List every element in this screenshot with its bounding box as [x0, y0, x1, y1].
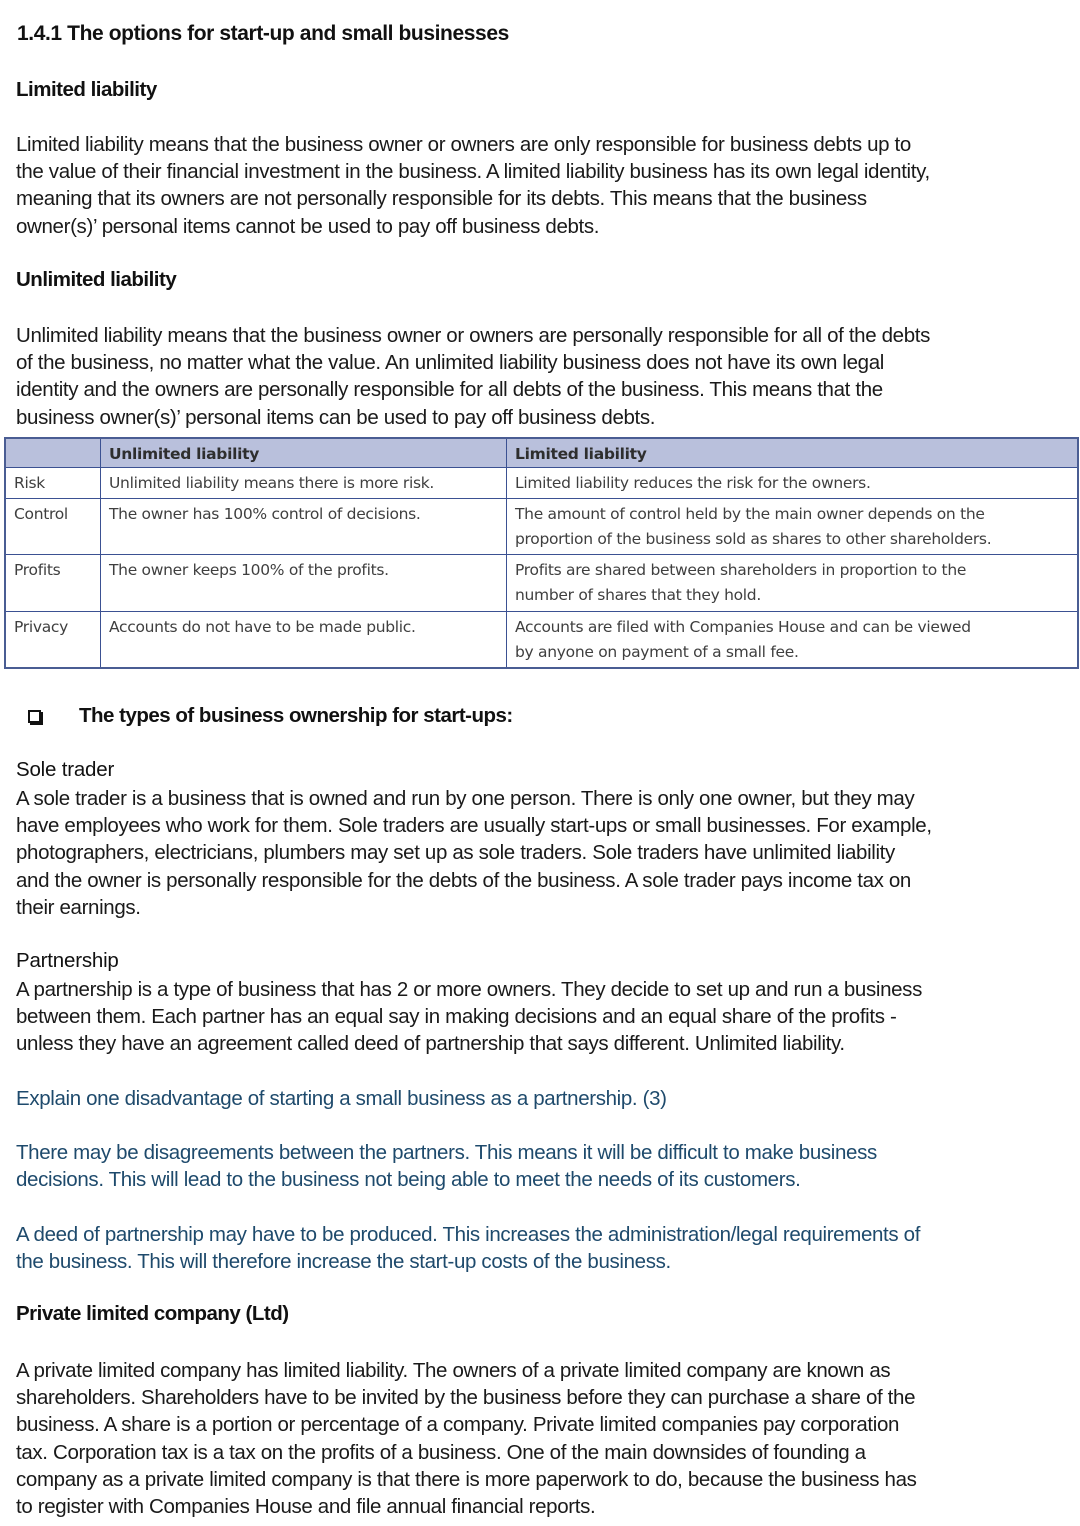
text-line: and the owner is personally responsible for the debts of the business. A sole trader pays income tax on — [16, 868, 911, 892]
table-row — [5, 468, 1078, 499]
cell-line: Limited liability reduces the risk for the owners. — [515, 474, 871, 492]
text-line: unless they have an agreement called deed of partnership that says different. Unlimited liability. — [16, 1032, 845, 1056]
text-line: to register with Companies House and file annual financial reports. — [16, 1495, 596, 1519]
text-line: photographers, electricians, plumbers may set up as sole traders. Sole traders have unlimited liability — [16, 841, 895, 865]
table-cell: The owner has 100% control of decisions. — [101, 499, 507, 555]
text-line: A sole trader is a business that is owned and run by one person. There is only one owner, but they may — [16, 787, 915, 810]
cell-line: proportion of the business sold as shares to other shareholders. — [515, 530, 992, 548]
heading-unlimited-liability: Unlimited liability — [16, 268, 177, 291]
heading-private-limited-company: Private limited company (Ltd) — [16, 1302, 289, 1325]
text-line: shareholders. Shareholders have to be invited by the business before they can purchase a share of the — [16, 1386, 916, 1410]
paragraph-sole-trader — [16, 785, 1076, 921]
text-line: Unlimited liability means that the business owner or owners are personally responsible for all of the debts — [16, 324, 931, 347]
row-label: Risk — [5, 468, 101, 499]
liability-comparison-table — [4, 437, 1079, 669]
heading-partnership: Partnership — [16, 949, 119, 972]
text-line: A partnership is a type of business that has 2 or more owners. They decide to set up and run a business — [16, 978, 922, 1001]
text-line: company as a private limited company is that there is more paperwork to do, because the business has — [16, 1467, 917, 1491]
paragraph-unlimited-liability — [16, 322, 1076, 431]
table-row — [5, 555, 1078, 612]
table-cell: Unlimited liability means there is more risk. — [101, 468, 507, 499]
paragraph-partnership — [16, 976, 1076, 1058]
table-header-cell: Limited liability — [507, 438, 1079, 468]
heading-sole-trader: Sole trader — [16, 758, 115, 781]
text-line: the value of their financial investment in the business. A limited liability business has its own legal identity, — [16, 160, 930, 184]
checkbox-icon — [28, 710, 41, 723]
text-line: of the business, no matter what the value. An unlimited liability business does not have its own legal — [16, 351, 884, 375]
text-line: the business. This will therefore increase the start-up costs of the business. — [16, 1250, 671, 1274]
cell-line: Accounts are filed with Companies House and can be viewed — [515, 618, 971, 636]
table-row — [5, 499, 1078, 555]
heading-limited-liability: Limited liability — [16, 78, 157, 101]
row-label: Privacy — [5, 612, 101, 669]
table-header-cell: Unlimited liability — [101, 438, 507, 468]
table-cell — [507, 499, 1079, 555]
text-line: have employees who work for them. Sole traders are usually start-ups or small businesses. For example, — [16, 814, 932, 838]
text-line: decisions. This will lead to the business not being able to meet the needs of its customers. — [16, 1168, 801, 1192]
exam-answer-1 — [16, 1139, 1076, 1193]
table-cell — [507, 555, 1079, 612]
text-line: meaning that its owners are not personally responsible for its debts. This means that the business — [16, 187, 867, 211]
text-line: There may be disagreements between the partners. This means it will be difficult to make business — [16, 1141, 877, 1164]
cell-line: Profits are shared between shareholders in proportion to the — [515, 561, 967, 579]
text-line: Limited liability means that the business owner or owners are only responsible for business debts up to — [16, 133, 911, 156]
table-cell: Accounts do not have to be made public. — [101, 612, 507, 669]
row-label: Profits — [5, 555, 101, 612]
exam-answer-2 — [16, 1221, 1076, 1275]
exam-question — [16, 1085, 1076, 1112]
text-line: A deed of partnership may have to be produced. This increases the administration/legal requirements of — [16, 1223, 921, 1246]
question-text: Explain one disadvantage of starting a small business as a partnership. (3) — [16, 1087, 667, 1110]
table-header-cell — [5, 438, 101, 468]
table-cell: The owner keeps 100% of the profits. — [101, 555, 507, 612]
text-line: between them. Each partner has an equal say in making decisions and an equal share of the profits - — [16, 1005, 897, 1029]
text-line: identity and the owners are personally responsible for all debts of the business. This means that the — [16, 378, 883, 402]
paragraph-private-limited-company — [16, 1357, 1076, 1520]
paragraph-limited-liability — [16, 131, 1076, 240]
text-line: tax. Corporation tax is a tax on the profits of a business. One of the main downsides of founding a — [16, 1440, 866, 1464]
table-row — [5, 612, 1078, 669]
cell-line: by anyone on payment of a small fee. — [515, 643, 799, 661]
text-line: business owner(s)’ personal items can be used to pay off business debts. — [16, 405, 656, 429]
table-cell — [507, 468, 1079, 499]
cell-line: The amount of control held by the main owner depends on the — [515, 505, 985, 523]
bullet-text: The types of business ownership for start-ups: — [79, 704, 513, 727]
text-line: owner(s)’ personal items cannot be used to pay off business debts. — [16, 214, 600, 238]
cell-line: number of shares that they hold. — [515, 586, 761, 604]
page-title: 1.4.1 The options for start-up and small businesses — [17, 22, 509, 45]
row-label: Control — [5, 499, 101, 555]
table-header-row — [5, 438, 1078, 468]
text-line: their earnings. — [16, 895, 141, 919]
table-cell — [507, 612, 1079, 669]
text-line: A private limited company has limited liability. The owners of a private limited company are known as — [16, 1359, 891, 1382]
text-line: business. A share is a portion or percentage of a company. Private limited companies pay corporation — [16, 1413, 900, 1437]
bullet-types-of-ownership — [28, 704, 513, 728]
